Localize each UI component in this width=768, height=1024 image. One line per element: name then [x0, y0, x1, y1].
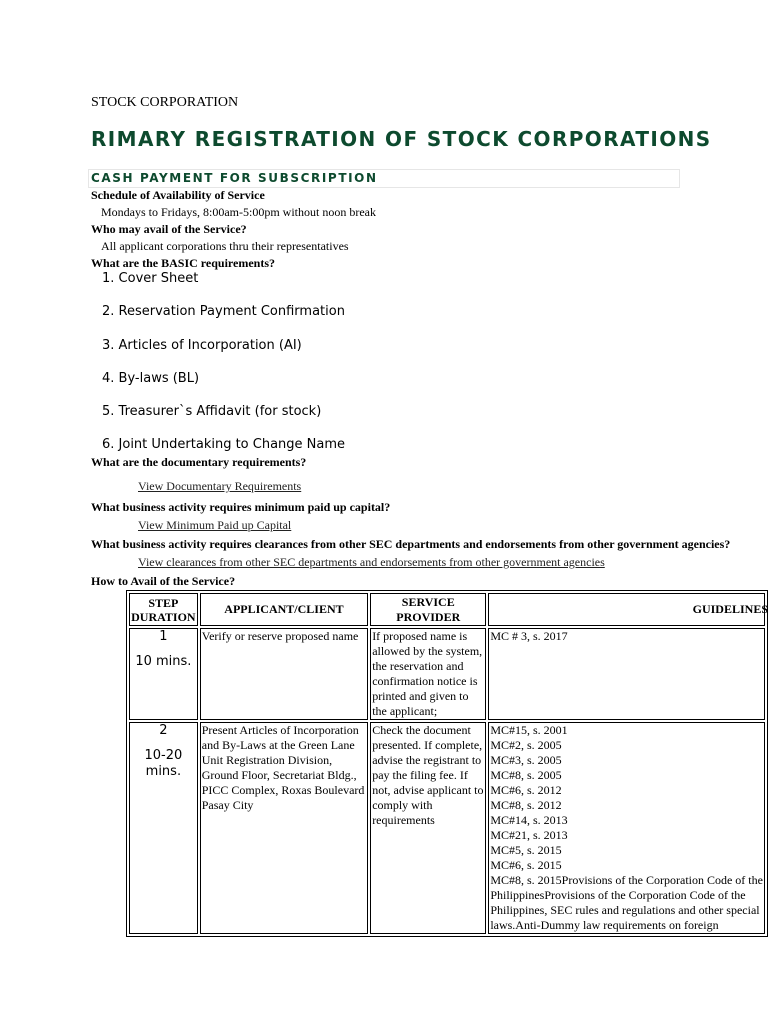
guideline-line: MC#2, s. 2005 — [490, 738, 562, 752]
schedule-question: Schedule of Availability of Service — [91, 188, 265, 202]
requirement-item: 3. Articles of Incorporation (AI) — [102, 338, 302, 353]
page-title: RIMARY REGISTRATION OF STOCK CORPORATIONS — [91, 127, 712, 151]
step-duration-header: STEP DURATION — [129, 593, 198, 626]
provider-cell: If proposed name is allowed by the system, the reservation and confirmation notice is printed and given to the applicant; — [370, 628, 486, 720]
step-cell — [129, 722, 198, 934]
guidelines-cell — [488, 628, 765, 720]
step-cell — [129, 628, 198, 720]
provider-header: SERVICE PROVIDER — [370, 593, 486, 626]
applicant-cell: Present Articles of Incorporation and By-Laws at the Green Lane Unit Registration Division, Ground Floor, Secretariat Bldg., PICC Complex, Roxas Boulevard Pasay City — [200, 722, 368, 934]
guideline-line: laws.Anti-Dummy law requirements on foreign — [490, 918, 719, 932]
guideline-line: MC#8, s. 2012 — [490, 798, 562, 812]
step-number: 1 — [159, 629, 168, 644]
applicant-header: APPLICANT/CLIENT — [200, 593, 368, 626]
guideline-line: MC#15, s. 2001 — [490, 723, 568, 737]
guideline-line: PhilippinesProvisions of the Corporation Code of the — [490, 888, 746, 902]
schedule-answer: Mondays to Fridays, 8:00am-5:00pm without noon break — [101, 205, 376, 219]
step-duration: 10-20 mins. — [144, 748, 183, 779]
requirement-item: 2. Reservation Payment Confirmation — [102, 304, 345, 319]
minimum-capital-link[interactable]: View Minimum Paid up Capital — [138, 518, 292, 532]
guideline-line: MC#21, s. 2013 — [490, 828, 568, 842]
provider-cell: Check the document presented. If complete, advise the registrant to pay the filing fee. If not, advise applicant to comply with requirements — [370, 722, 486, 934]
capital-question: What business activity requires minimum paid up capital? — [91, 500, 391, 514]
guideline-line: MC#8, s. 2015Provisions of the Corporation Code of the — [490, 873, 763, 887]
breadcrumb: STOCK CORPORATION — [91, 95, 239, 110]
table-row — [129, 722, 765, 934]
guideline-line: MC#5, s. 2015 — [490, 843, 562, 857]
documentary-question: What are the documentary requirements? — [91, 455, 307, 469]
step-duration: 10 mins. — [135, 654, 192, 669]
clearances-question: What business activity requires clearances from other SEC departments and endorsements from other government agencies? — [91, 537, 731, 551]
basic-requirements-question: What are the BASIC requirements? — [91, 256, 275, 270]
clearances-link[interactable]: View clearances from other SEC departments and endorsements from other government agencies — [138, 555, 605, 569]
guideline-line: MC#14, s. 2013 — [490, 813, 568, 827]
who-question: Who may avail of the Service? — [91, 222, 247, 236]
who-answer: All applicant corporations thru their representatives — [101, 239, 349, 253]
requirement-item: 1. Cover Sheet — [102, 271, 199, 286]
table-row — [129, 628, 765, 720]
applicant-cell: Verify or reserve proposed name — [200, 628, 368, 720]
requirement-item: 5. Treasurer`s Affidavit (for stock) — [102, 404, 322, 419]
howto-question: How to Avail of the Service? — [91, 574, 236, 588]
guideline-line: MC#6, s. 2015 — [490, 858, 562, 872]
step-number: 2 — [159, 723, 168, 738]
requirement-item: 4. By-laws (BL) — [102, 371, 200, 386]
steps-table — [126, 590, 768, 937]
guidelines-cell — [488, 722, 765, 934]
guideline-line: Philippines, SEC rules and regulations and other special — [490, 903, 760, 917]
guideline-line: MC#8, s. 2005 — [490, 768, 562, 782]
documentary-requirements-link[interactable]: View Documentary Requirements — [138, 479, 302, 493]
guideline-line: MC # 3, s. 2017 — [490, 629, 568, 643]
table-header-row — [129, 593, 765, 626]
guideline-line: MC#3, s. 2005 — [490, 753, 562, 767]
requirement-item: 6. Joint Undertaking to Change Name — [102, 437, 346, 452]
section-title: CASH PAYMENT FOR SUBSCRIPTION — [91, 171, 378, 185]
guidelines-header: GUIDELINES — [488, 593, 765, 626]
guideline-line: MC#6, s. 2012 — [490, 783, 562, 797]
